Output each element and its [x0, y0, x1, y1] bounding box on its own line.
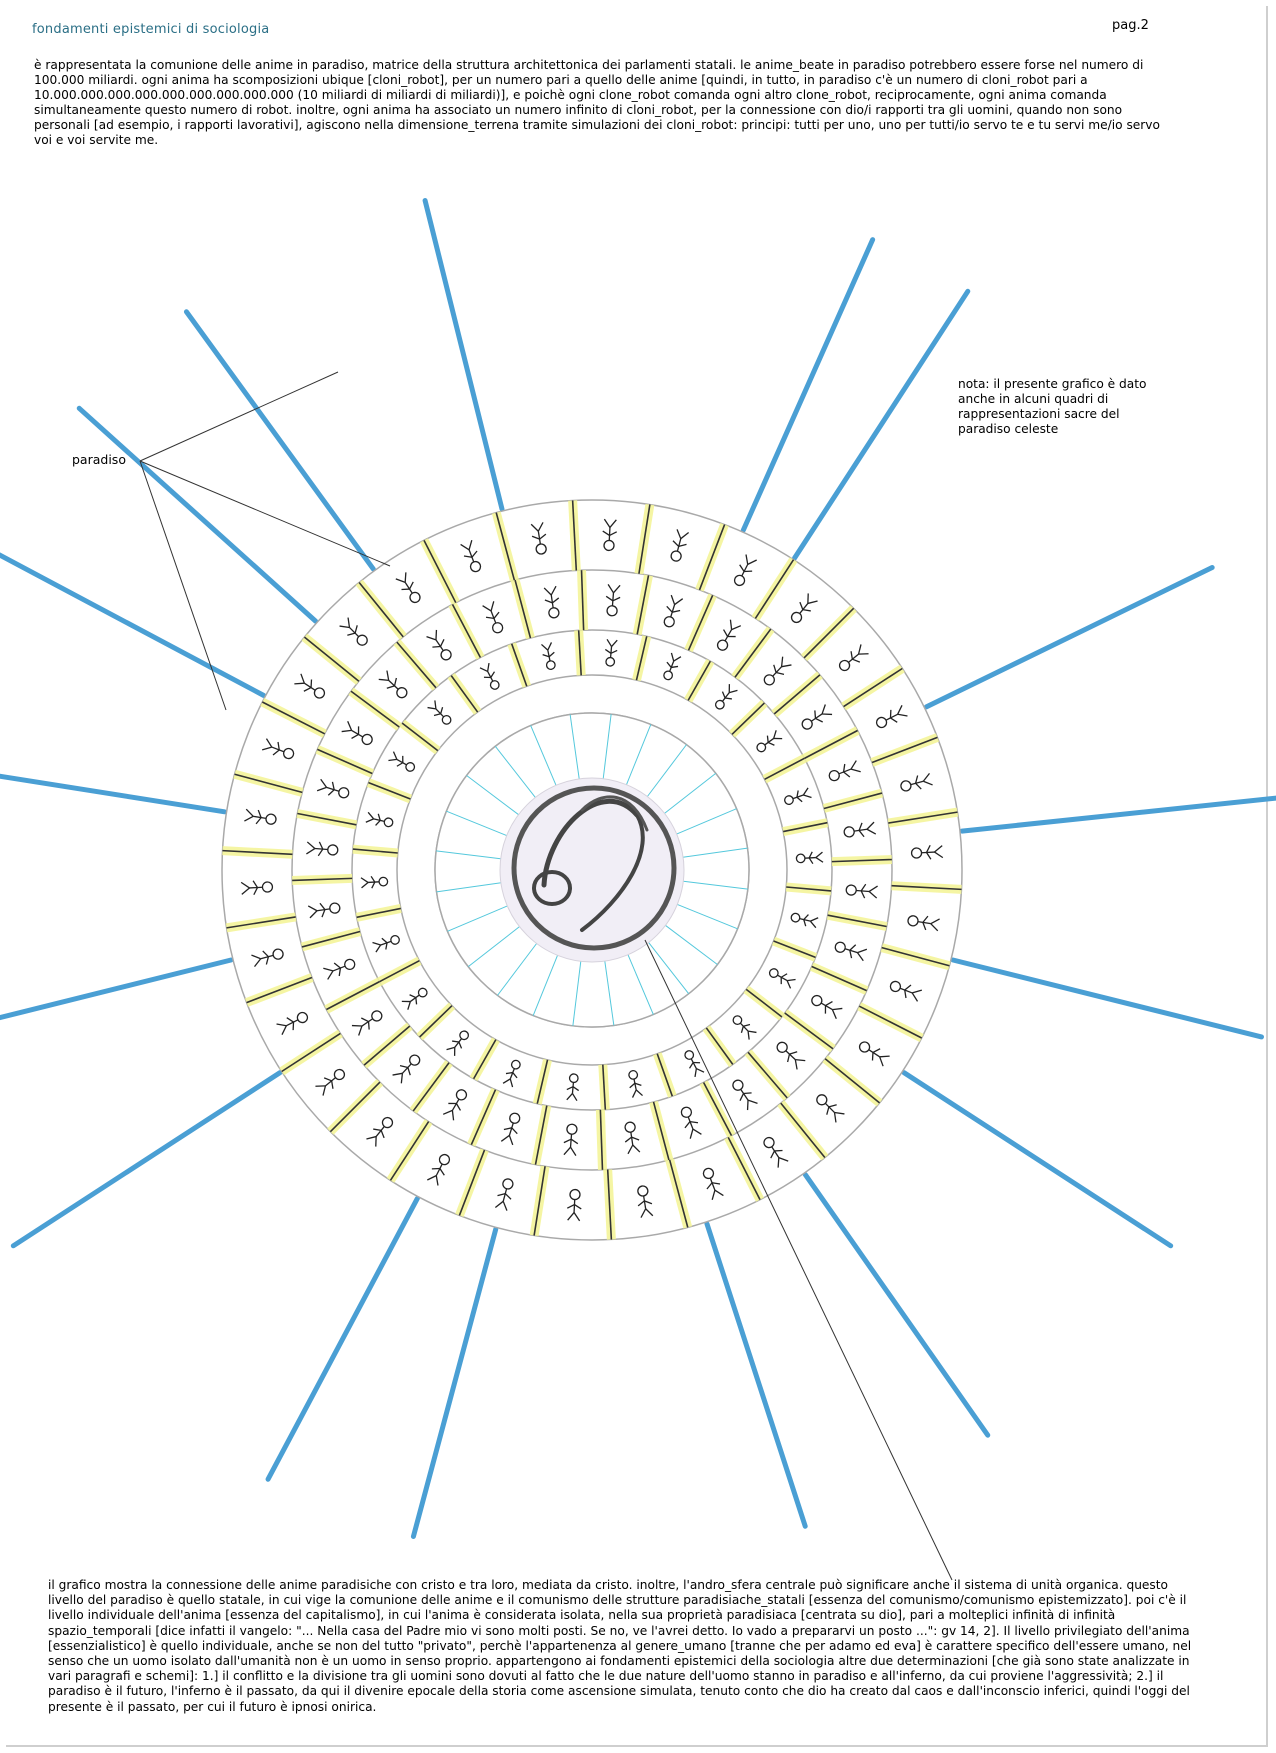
light-ray	[0, 960, 231, 1037]
side-note: nota: il presente grafico è dato anche in alcuni quadri di rappresentazioni sacre del paradiso celeste	[958, 377, 1147, 436]
light-ray	[13, 1073, 280, 1246]
intro-paragraph: è rappresentata la comunione delle anime in paradiso, matrice della struttura architettonica dei parlamenti statali. le anime_beate in paradiso potrebbero essere forse nel numero di 100.000 miliardi. ogni anima ha scomposizioni ubique [cloni_robot], per un numero pari a quello delle anime [quindi, in tutto, in paradiso c'è un numero di cloni_robot pari a 10.000.000.000.000.000.000.000.000.000 (10 miliardi di miliardi di miliardi)], e poichè ogni clone_robot comanda ogni altro clone_robot, reciprocamente, ogni anima comanda simultaneamente questo numero di robot. inoltre, ogni anima ha associato un numero infinito di cloni_robot, per la connessione con dio/i rapporti tra gli uomini, quando non sono personali [ad esempio, i rapporti lavorativi], agiscono nella dimensione_terrena tramite simulazioni dei cloni_robot: principi: tutti per uno, uno per tutti/io servo te e tu servi me/io servo voi e voi servite me.	[34, 58, 1160, 147]
light-ray	[268, 1198, 417, 1479]
pointer-line	[140, 461, 226, 710]
light-ray	[707, 1224, 805, 1526]
pointer-line	[140, 461, 390, 566]
light-ray	[0, 762, 225, 812]
light-ray	[795, 291, 968, 558]
light-ray	[926, 568, 1212, 707]
light-ray	[904, 1073, 1171, 1246]
document-header-title: fondamenti epistemici di sociologia	[32, 22, 270, 37]
light-ray	[743, 240, 872, 531]
page-number: pag.2	[1112, 18, 1149, 33]
closing-paragraph: il grafico mostra la connessione delle anime paradisiche con cristo e tra loro, mediata da cristo. inoltre, l'andro_sfera centrale può significare anche il sistema di unità organica. questo livello del paradiso è quello statale, in cui vige la comunione delle anime e il comunismo delle strutture paradisiache_statali [essenza del comunismo/comunismo epistemizzato]. poi c'è il livello individuale dell'anima [essenza del capitalismo], in cui l'anima è considerata isolata, nella sua proprietà paradisiaca [centrata su dio], pari a molteplici infinità di infinità spazio_temporali [dice infatti il vangelo: "... Nella casa del Padre mio vi sono molti posti. Se no, ve l'avrei detto. Io vado a prepararvi un posto ...": gv 14, 2]. Il livello privilegiato dell'anima [essenzialistico] è quello individuale, anche se non del tutto "privato", perchè l'appartenenza al genere_umano [tranne che per adamo ed eva] è carattere specifico dell'essere umano, nel senso che un uomo isolato dall'umanità non è un uomo in senso proprio. appartengono ai fondamenti epistemici della sociologia altre due determinazioni [che già sono state analizzate in vari paragrafi e schemi]: 1.] il conflitto e la divisione tra gli uomini sono dovuti al fatto che le due nature dell'uomo stanno in paradiso e all'inferno, da cui proviene l'aggressività; 2.] il paradiso è il futuro, l'inferno è il passato, da qui il divenire epocale della storia come ascensione simulata, tenuto conto che dio ha creato dal caos e dall'inconscio inferici, quindi l'oggi del presente è il passato, per cui il futuro è ipnosi onirica.	[48, 1578, 1192, 1714]
light-ray	[413, 1229, 495, 1536]
light-ray	[805, 1175, 987, 1435]
light-ray	[425, 200, 502, 509]
light-ray	[953, 960, 1262, 1037]
light-ray	[962, 798, 1276, 831]
paradiso-label: paradiso	[72, 452, 126, 467]
light-ray	[0, 546, 264, 695]
central-hub	[435, 713, 749, 1027]
